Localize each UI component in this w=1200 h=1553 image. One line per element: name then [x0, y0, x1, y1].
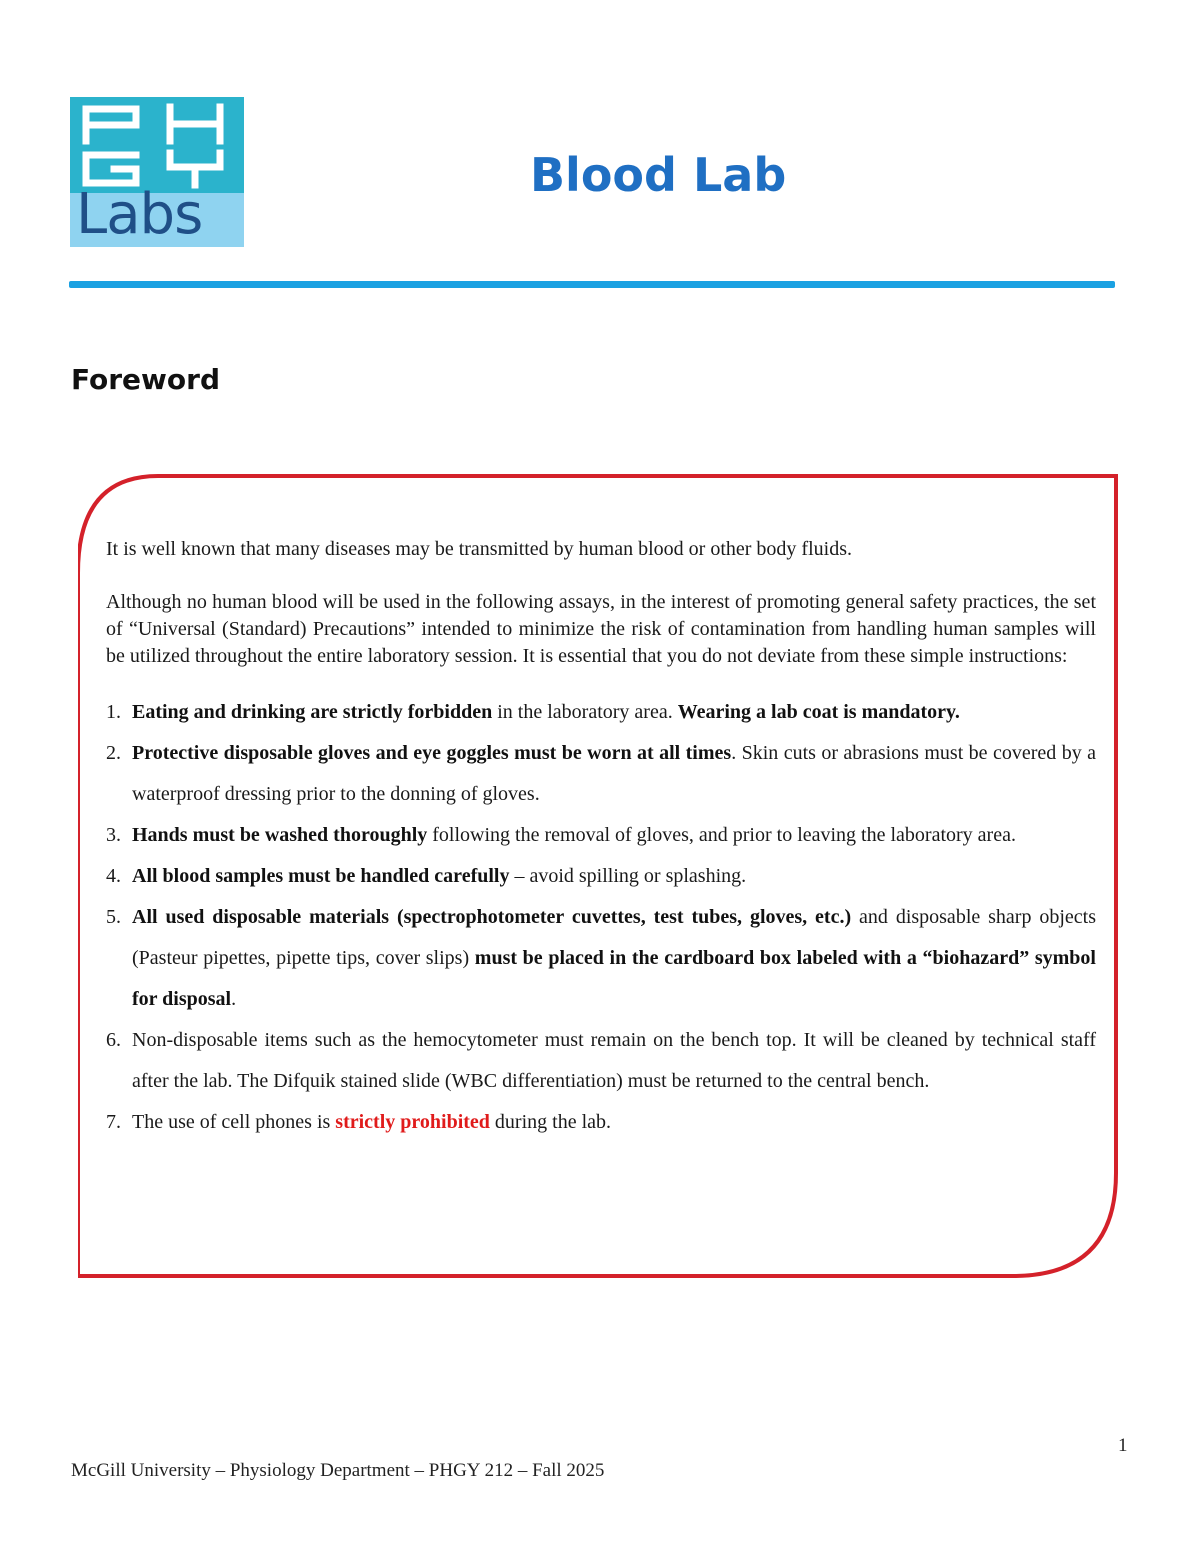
rule-text: in the laboratory area. [492, 701, 678, 723]
rule-warning: strictly prohibited [335, 1111, 490, 1133]
rule-text: Non-disposable items such as the hemocytometer must remain on the bench top. It will be cleaned by technical staff after the lab. The Difquik stained slide (WBC differentiation) must be returned to the central bench. [132, 1029, 1096, 1092]
rule-text: . [231, 988, 237, 1010]
rule-number: 4. [106, 865, 121, 887]
precautions-content [106, 536, 1096, 1143]
rule-emphasis: Hands must be washed thoroughly [132, 824, 428, 846]
rule-text: and disposable sharp objects (Pasteur pipettes, pipette tips, cover slips) [132, 906, 1097, 969]
section-heading-foreword: Foreword [71, 363, 220, 396]
rule-item-1 [106, 692, 1096, 733]
rule-number: 1. [106, 701, 121, 723]
rule-item-2 [106, 733, 1096, 815]
logo-phgy-glyphs [70, 97, 244, 193]
rule-number: 6. [106, 1029, 121, 1051]
phgy-labs-logo [70, 97, 244, 247]
rules-list [106, 692, 1096, 1143]
rule-emphasis: must be placed in the cardboard box labeled with a “biohazard” symbol for disposal [132, 947, 1096, 1010]
rule-emphasis: All used disposable materials (spectrophotometer cuvettes, test tubes, gloves, etc.) [132, 906, 852, 928]
title-divider [69, 281, 1115, 288]
rule-emphasis: All blood samples must be handled carefully [132, 865, 510, 887]
rule-text: following the removal of gloves, and prior to leaving the laboratory area. [427, 824, 1016, 846]
rule-number: 3. [106, 824, 121, 846]
intro-paragraph-2: Although no human blood will be used in the following assays, in the interest of promoting general safety practices, the set of “Universal (Standard) Precautions” intended to minimize the risk of contamination from handling human samples will be utilized throughout the entire laboratory session. It is essential that you do not deviate from these simple instructions: [106, 591, 1096, 667]
rule-number: 7. [106, 1111, 121, 1133]
rule-emphasis: Wearing a lab coat is mandatory. [677, 701, 960, 723]
rule-item-4 [106, 856, 1096, 897]
rule-item-5 [106, 897, 1096, 1020]
rule-number: 5. [106, 906, 121, 928]
page-number: 1 [1118, 1435, 1128, 1456]
rule-item-3 [106, 815, 1096, 856]
rule-emphasis: Eating and drinking are strictly forbidden [132, 701, 493, 723]
rule-emphasis: Protective disposable gloves and eye goggles must be worn at all times [132, 742, 732, 764]
intro-paragraph-1: It is well known that many diseases may be transmitted by human blood or other body fluids. [106, 538, 852, 560]
rule-text: . Skin cuts or abrasions must be covered by a waterproof dressing prior to the donning of gloves. [132, 742, 1096, 805]
page-footer: McGill University – Physiology Department – PHGY 212 – Fall 2025 [71, 1460, 605, 1481]
rule-item-6 [106, 1020, 1096, 1102]
rule-number: 2. [106, 742, 121, 764]
logo-labs-word: Labs [76, 182, 203, 247]
rule-text: The use of cell phones is [132, 1111, 336, 1133]
rule-text: – avoid spilling or splashing. [509, 865, 747, 887]
rule-text: during the lab. [489, 1111, 612, 1133]
document-title: Blood Lab [530, 148, 787, 202]
rule-item-7 [106, 1102, 1096, 1143]
